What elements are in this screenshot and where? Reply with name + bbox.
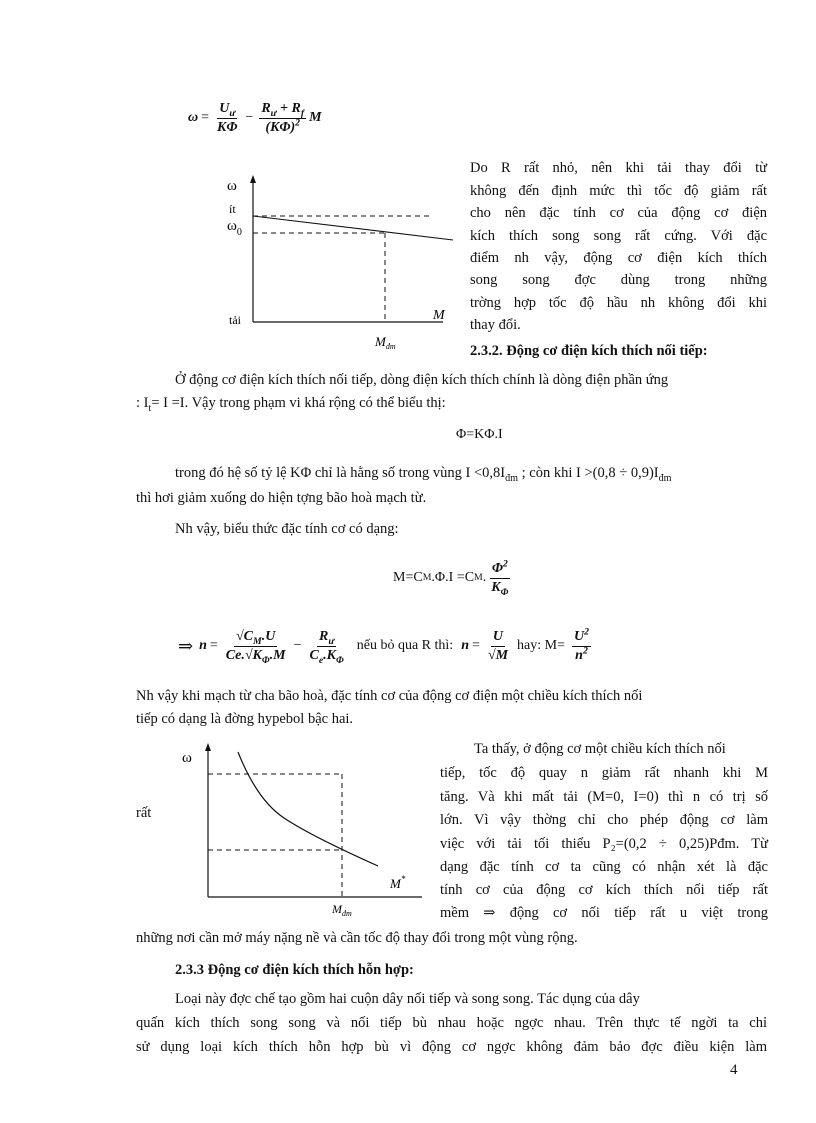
paragraph-coefficient-line: thì hơi giảm xuống do hiện tợng bão hoà mạch từ. xyxy=(136,490,427,506)
eq3-fraction1: $\frac{√C_M.U}{Cе.√K_\Phi.M}$ xyxy=(225,628,286,666)
eq1-equals: = xyxy=(201,110,210,125)
eq1-frac1: $\frac{U_ư}{K\Phi}$ xyxy=(217,100,238,135)
paragraph-coefficient-line: trong đó hệ số tỷ lệ KΦ chỉ là hằng số trong vùng $I <0,8I_{đm}$ ; còn khi $I >(0,8 \div 0,9)I_{đm}$ xyxy=(175,465,672,484)
g1-label-it: ít xyxy=(229,202,236,216)
g2-y-arrow xyxy=(205,743,211,751)
paragraph-expression-intro: Nh vậy, biểu thức đặc tính cơ có dạng: xyxy=(175,521,399,537)
para2-line: tính cơ của động cơ kích thích nối tiếp rất xyxy=(440,882,768,898)
para1-line: Do R rất nhỏ, nên khi tải thay đổi từ xyxy=(470,160,767,176)
para1-line: kích thích song song rất cứng. Với đặc xyxy=(470,228,767,244)
equation-torque: M=C M .Φ.I =C M . $\frac{\Phi^2}{K_\Phi}$ xyxy=(393,557,509,598)
paragraph-hyperbola-line: Nh vậy khi mạch từ cha bão hoà, đặc tính cơ của động cơ điện một chiều kích thích nối xyxy=(136,688,643,704)
g1-x-label: M xyxy=(433,308,445,323)
para1-line: song song đợc dùng trong những xyxy=(470,272,767,288)
g2-hyperbola xyxy=(238,752,378,866)
eq1-omega: ω xyxy=(188,110,199,125)
g2-x-label: M* xyxy=(390,874,406,891)
eq1-frac2: $\frac{R_ư + R_f}{(K\Phi)^2}$ xyxy=(261,100,305,135)
g1-label-omega0: $\omega_0$ xyxy=(227,218,242,238)
equation-flux: Φ=KΦ.I xyxy=(456,427,503,442)
eq2-fraction: $\frac{\Phi^2}{K_\Phi}$ xyxy=(491,557,509,598)
para2-line: dạng đặc tính cơ ta cũng có nhận xét là đặc xyxy=(440,859,768,875)
paragraph-compound-line: sử dụng loại kích thích hỗn hợp bù vì động cơ ngợc không đảm bảo đợc điều kiện làm xyxy=(136,1039,767,1055)
para1-line: thay đổi. xyxy=(470,317,521,333)
para2-line: việc với tải tối thiểu P₂=(0,2 ÷ 0,25)Pđm. Từ xyxy=(440,836,768,852)
g1-y-label: ω xyxy=(227,178,237,194)
eq3-fraction3: $\frac{U}{√M}$ xyxy=(487,628,509,663)
para1-line: trờng hợp tốc độ hầu nh không đổi khi xyxy=(470,295,767,311)
eq1-minus: − xyxy=(245,110,254,125)
para2-line: lớn. Vì vậy thờng chỉ cho phép động cơ làm xyxy=(440,812,768,828)
paragraph-series-line: Ở động cơ điện kích thích nối tiếp, dòng điện kích thích chính là dòng điện phần ứng xyxy=(175,372,669,388)
paragraph-usage: những nơi cần mở máy nặng nề và cần tốc độ thay đổi trong một vùng rộng. xyxy=(136,930,578,946)
eq3-fraction4: $\frac{U^2}{n^2}$ xyxy=(573,625,590,663)
g1-characteristic xyxy=(253,216,453,240)
eq1-torque: M xyxy=(309,110,322,125)
para2-line: mềm ⇒ động cơ nối tiếp rất u việt trong xyxy=(440,905,768,921)
para2-line: tiếp, tốc độ quay n giảm rất nhanh khi M xyxy=(440,765,768,781)
para1-line: cho nên đặc tính cơ của động cơ điện xyxy=(470,205,767,221)
para2-line: Ta thấy, ở động cơ một chiều kích thích nối xyxy=(474,741,726,757)
equation-speed-parallel xyxy=(188,96,322,140)
g2-y-label: ω xyxy=(182,750,192,766)
graph-series-characteristic xyxy=(172,740,432,920)
para2-line: tăng. Và khi mất tải (M=0, I=0) thì n có trị số xyxy=(440,789,768,805)
side-word: rất xyxy=(136,805,152,821)
heading-series-excitation: 2.3.2. Động cơ điện kích thích nối tiếp: xyxy=(470,343,708,359)
paragraph-hyperbola-line: tiếp có dạng là đờng hypebol bậc hai. xyxy=(136,711,354,727)
graph-parallel-characteristic xyxy=(215,172,465,357)
g1-y-arrow xyxy=(250,175,256,183)
equation-speed-series: ⇒ n = $\frac{√C_M.U}{Cе.√K_\Phi.M}$ − $\frac{R_ư}{C_e.K_\Phi}$ nếu bỏ qua R thì: n = $\frac{U}{√M}$ hay: M= $\frac{U^2}{n^2}$ xyxy=(178,625,590,666)
g2-mdm-label: $M_{đm}$ xyxy=(332,902,352,918)
paragraph-series-line: : $I_t= I =I$. Vậy trong phạm vi khá rộng có thể biểu thị: xyxy=(136,395,446,414)
g1-label-tai: tải xyxy=(229,313,241,327)
para1-line: không đến định mức thì tốc độ giảm rất xyxy=(470,183,767,199)
eq3-fraction2: $\frac{R_ư}{C_e.K_\Phi}$ xyxy=(309,628,344,666)
paragraph-compound-line: quấn kích thích song song và nối tiếp bù nhau hoặc ngợc nhau. Trên thực tế ngời ta chỉ xyxy=(136,1015,767,1031)
para1-line: điểm nh vậy, động cơ điện kích thích xyxy=(470,250,767,266)
page-number: 4 xyxy=(730,1062,738,1078)
heading-compound-excitation: 2.3.3 Động cơ điện kích thích hỗn hợp: xyxy=(175,962,414,978)
g1-mdm-label: $M_{đm}$ xyxy=(375,334,396,351)
paragraph-compound-line: Loại này đợc chế tạo gồm hai cuộn dây nối tiếp và song song. Tác dụng của dây xyxy=(175,991,640,1007)
